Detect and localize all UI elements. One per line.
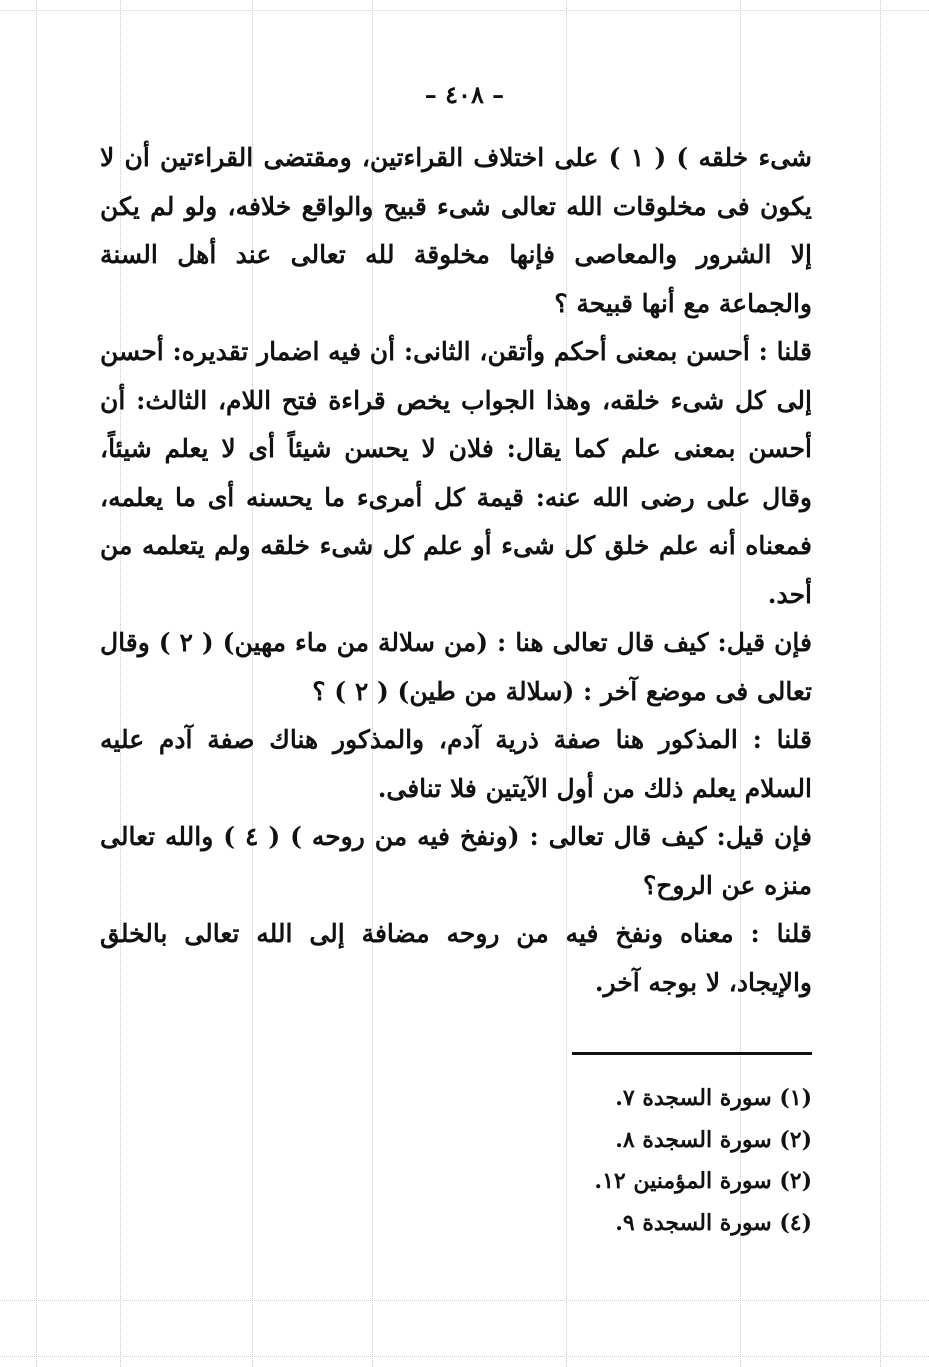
paragraph: قلنا : معناه ونفخ فيه من روحه مضافة إلى الله تعالى بالخلق والإيجاد، لا بوجه آخر. xyxy=(100,919,812,997)
paragraph: فإن قيل: كيف قال تعالى : (ونفخ فيه من روحه ) ( ٤ ) والله تعالى منزه عن الروح؟ xyxy=(100,822,812,900)
footnote: (١) سورة السجدة ٧. xyxy=(615,1085,812,1111)
footnote: (٢) سورة المؤمنين ١٢. xyxy=(594,1168,812,1194)
paragraph: قلنا : أحسن بمعنى أحكم وأتقن، الثانى: أن فيه اضمار تقديره: أحسن إلى كل شىء خلقه، وهذا الجواب يخص قراءة فتح اللام، الثالث: أن أحسن بمعنى علم كما يقال: فلان لا يحسن شيئاً أى لا يعلم شيئاً، وقال على رضى الله عنه: قيمة كل أمرىء ما يحسنه أى ما يعلمه، فمعناه أنه علم خلق كل شىء أو علم كل شىء خلقه ولم يتعلمه من أحد. xyxy=(100,337,812,609)
scan-dotted-line xyxy=(0,10,929,11)
paragraph: قلنا : المذكور هنا صفة ذرية آدم، والمذكور هناك صفة آدم عليه السلام يعلم ذلك من أول الآيتين فلا تنافى. xyxy=(100,725,812,803)
page-number: – ٤٠٨ – xyxy=(424,80,505,109)
footnote-divider xyxy=(572,1052,812,1055)
footnote: (٢) سورة السجدة ٨. xyxy=(615,1126,812,1153)
paragraph: فإن قيل: كيف قال تعالى هنا : (من سلالة من ماء مهين) ( ٢ ) وقال تعالى فى موضع آخر : (سلالة من طين) ( ٢ ) ؟ xyxy=(100,628,813,706)
paragraph: شىء خلقه ) ( ١ ) على اختلاف القراءتين، ومقتضى القراءتين أن لا يكون فى مخلوقات الله تعالى شىء قبيح والواقع خلافه، ولو لم يكن إلا الشرور والمعاصى فإنها مخلوقة لله تعالى عند أهل السنة والجماعة مع أنها قبيحة ؟ xyxy=(100,143,813,318)
scan-dotted-line xyxy=(36,0,37,1367)
scan-dotted-line xyxy=(0,1356,929,1357)
body-text xyxy=(100,134,812,1007)
footnotes xyxy=(520,1078,812,1244)
scan-dotted-line xyxy=(0,1300,929,1301)
footnote: (٤) سورة السجدة ٩. xyxy=(615,1209,812,1236)
scan-dotted-line xyxy=(880,0,881,1367)
